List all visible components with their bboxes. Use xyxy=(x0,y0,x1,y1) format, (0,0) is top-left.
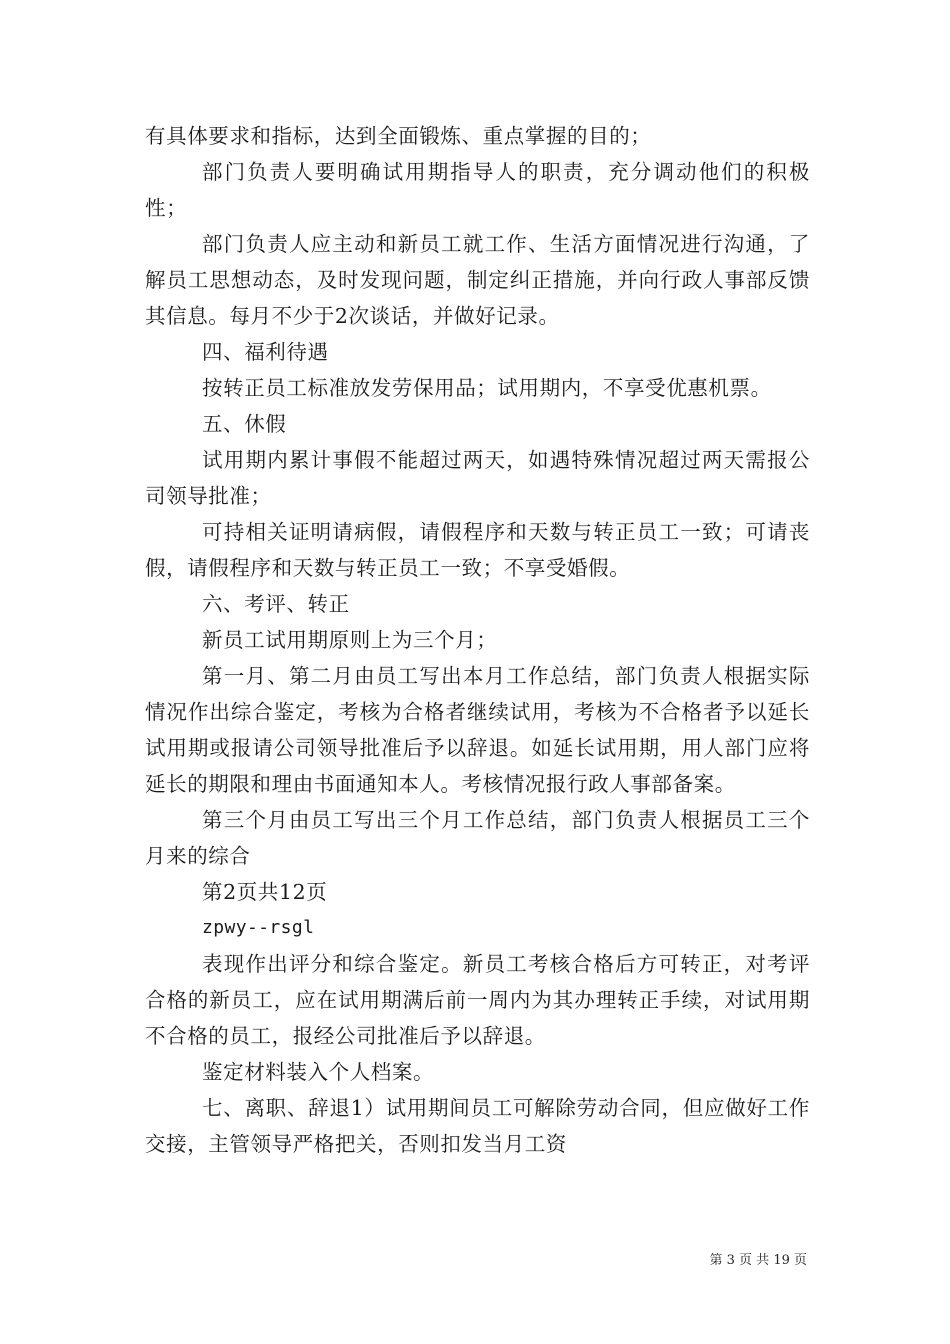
paragraph-communication: 部门负责人应主动和新员工就工作、生活方面情况进行沟通，了解员工思想动态，及时发现问题，制定纠正措施，并向行政人事部反馈其信息。每月不少于2次谈话，并做好记录。 xyxy=(145,232,810,328)
paragraph-final-evaluation: 表现作出评分和综合鉴定。新员工考核合格后方可转正，对考评合格的新员工，应在试用期满后前一周内为其办理转正手续，对试用期不合格的员工，报经公司批准后予以辞退。 xyxy=(145,952,810,1048)
embedded-page-marker: 第2页共12页 xyxy=(202,880,328,904)
paragraph-third-month: 第三个月由员工写出三个月工作总结，部门负责人根据员工三个月来的综合 xyxy=(145,808,810,868)
section-heading-benefits: 四、福利待遇 xyxy=(202,340,329,364)
section-heading-evaluation: 六、考评、转正 xyxy=(202,592,350,616)
paragraph-continuation: 有具体要求和指标，达到全面锻炼、重点掌握的目的； xyxy=(145,124,652,148)
paragraph-supervisor-duties: 部门负责人要明确试用期指导人的职责，充分调动他们的积极性； xyxy=(145,160,810,220)
paragraph-probation-period: 新员工试用期原则上为三个月； xyxy=(202,628,498,652)
paragraph-monthly-summary: 第一月、第二月由员工写出本月工作总结，部门负责人根据实际情况作出综合鉴定，考核为合格者继续试用，考核为不合格者予以延长试用期或报请公司领导批准后予以辞退。如延长试用期，用人部门应将延长的期限和理由书面通知本人。考核情况报行政人事部备案。 xyxy=(145,664,810,796)
section-heading-leave: 五、休假 xyxy=(202,412,287,436)
page-number-footer: 第 3 页 共 19 页 xyxy=(709,1253,807,1268)
paragraph-resignation: 七、离职、辞退1）试用期间员工可解除劳动合同，但应做好工作交接，主管领导严格把关，否则扣发当月工资 xyxy=(145,1096,810,1156)
paragraph-sick-leave: 可持相关证明请病假，请假程序和天数与转正员工一致；可请丧假，请假程序和天数与转正员工一致；不享受婚假。 xyxy=(145,520,810,580)
paragraph-benefits: 按转正员工标准放发劳保用品；试用期内，不享受优惠机票。 xyxy=(202,376,772,400)
paragraph-personal-leave: 试用期内累计事假不能超过两天，如遇特殊情况超过两天需报公司领导批准； xyxy=(145,448,810,508)
embedded-doc-code: zpwy--rsgl xyxy=(202,917,315,938)
paragraph-archive: 鉴定材料装入个人档案。 xyxy=(202,1060,435,1084)
document-body xyxy=(145,118,810,1162)
